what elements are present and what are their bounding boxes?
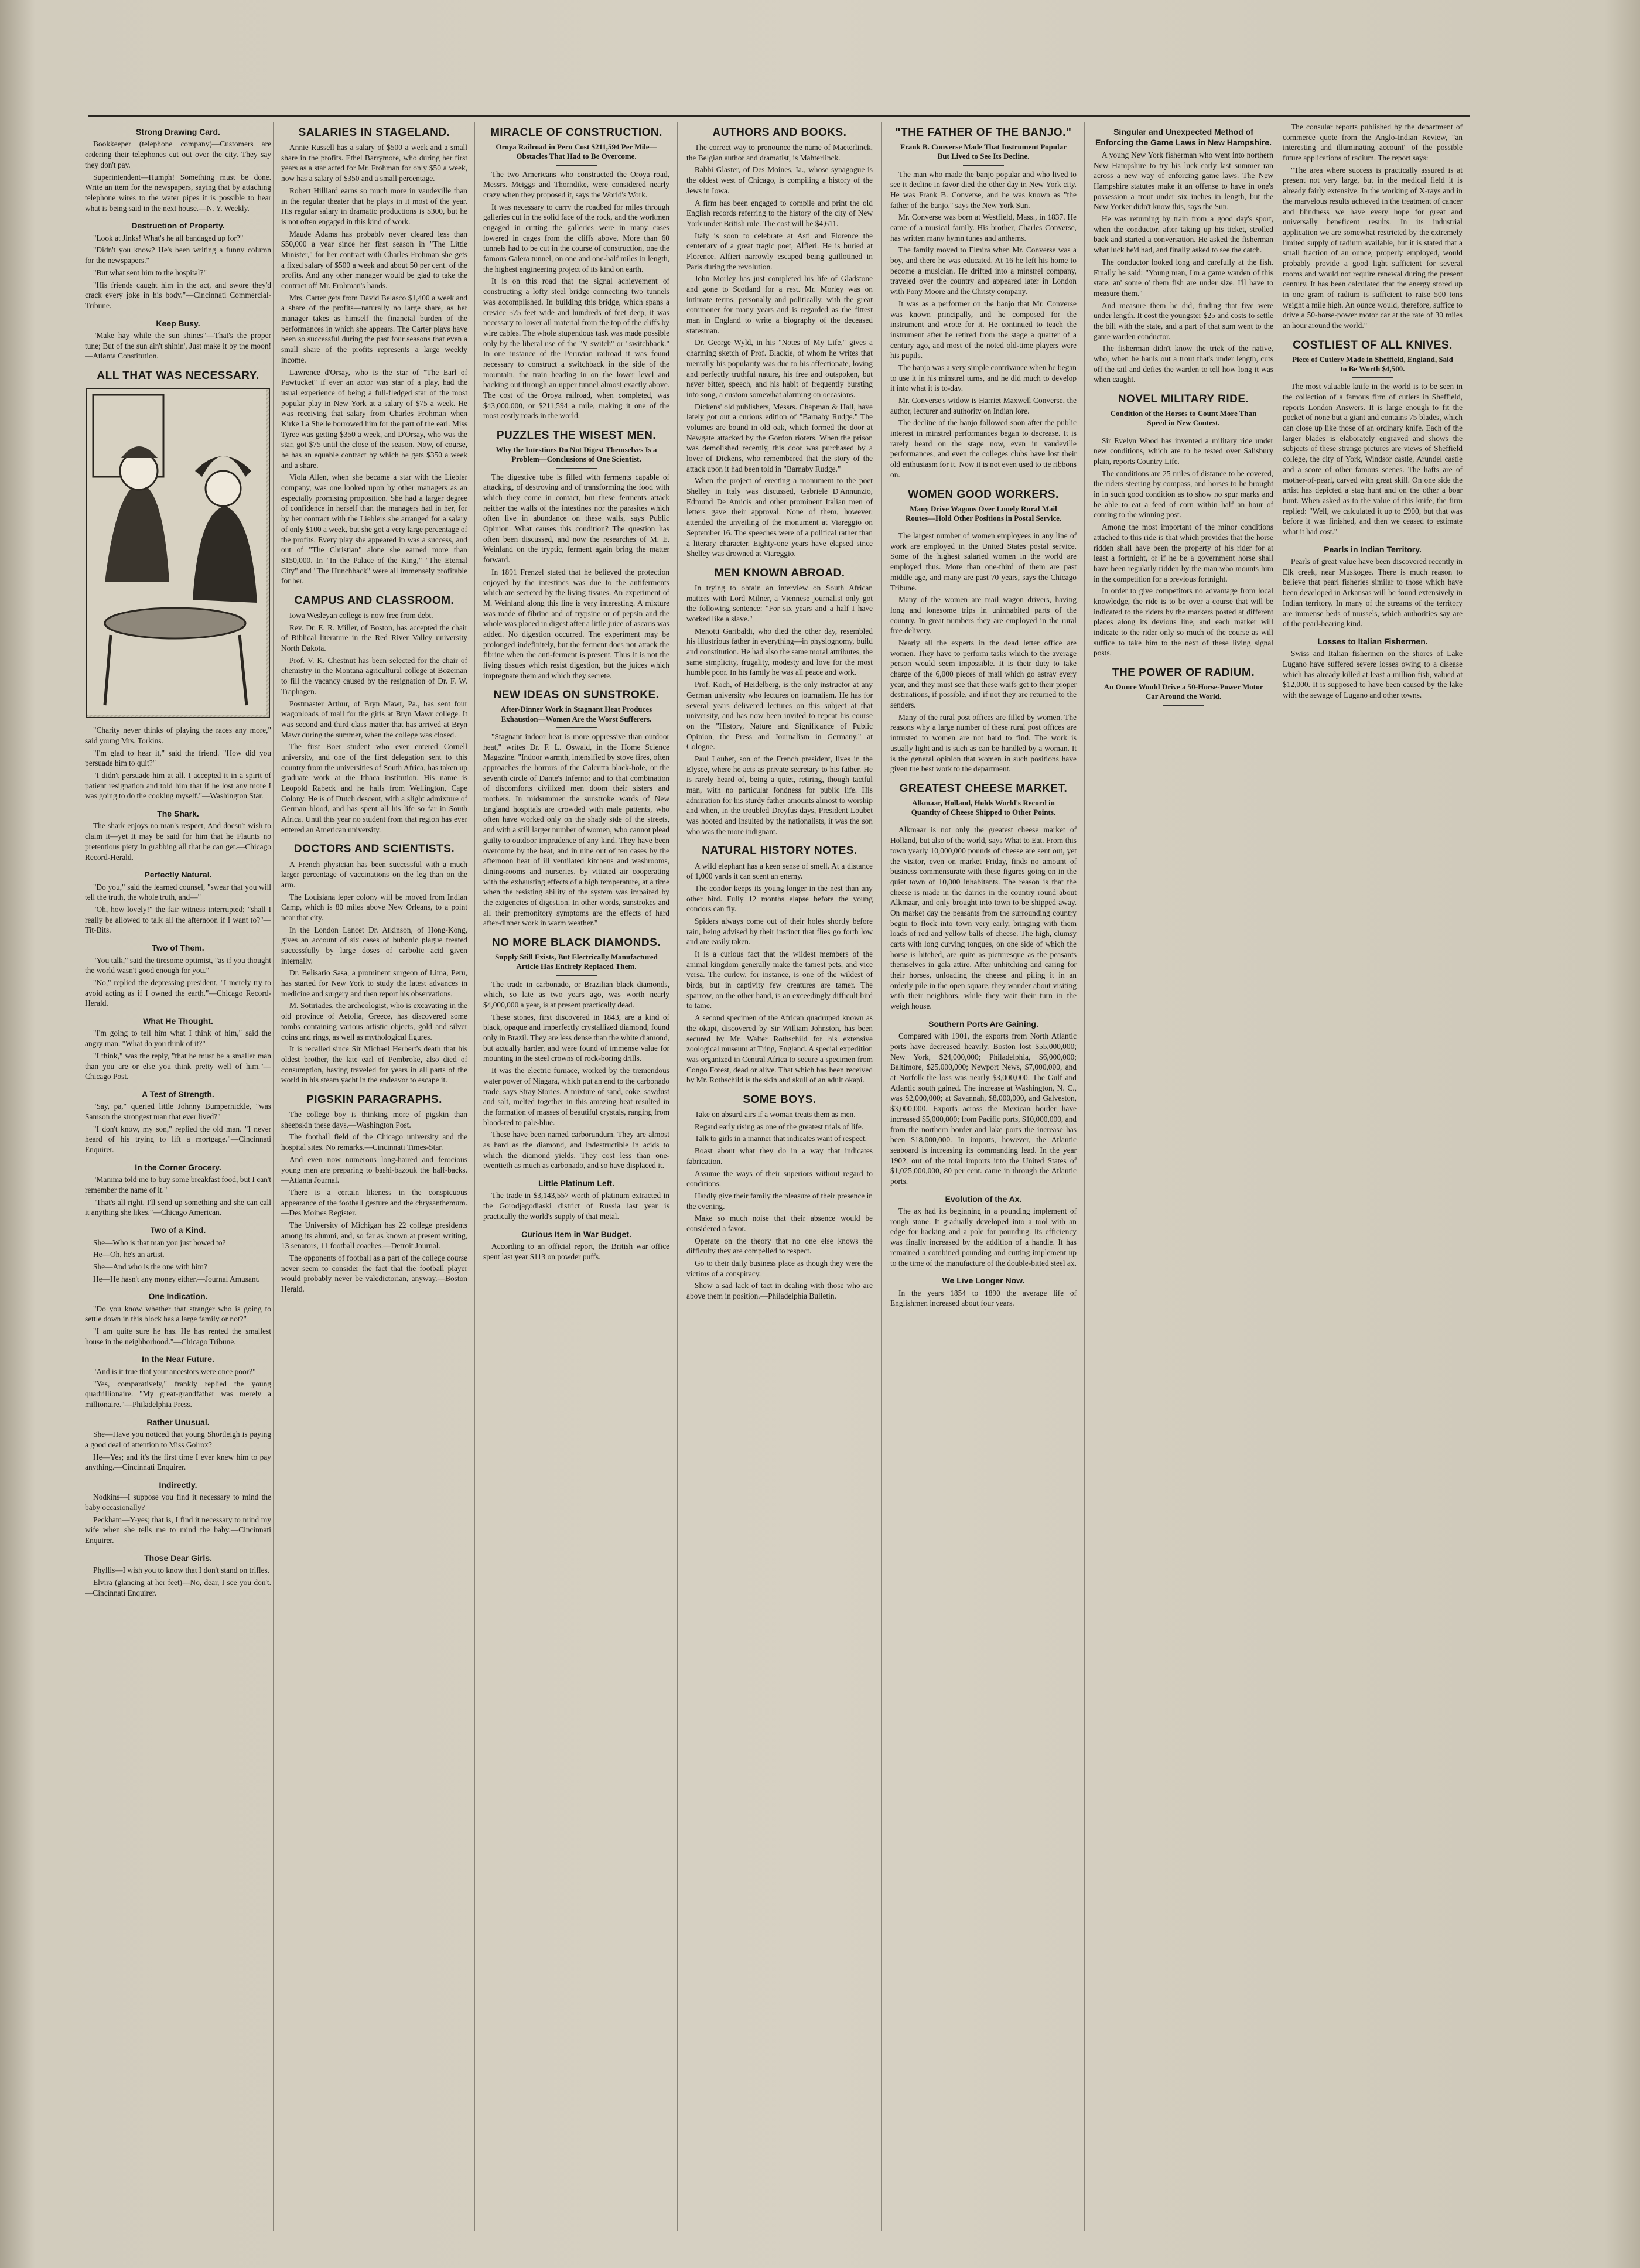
article-paragraph: It is a curious fact that the wildest members of the animal kingdom generally make the tamest pets, and vice versa. The curlew, for instance, is one of the wildest of birds, but in captivity few creatures are tamer. The sparrow, on the other hand, is an exceedingly difficult bird to tame. <box>686 949 873 1010</box>
article <box>890 1275 1077 1309</box>
article <box>281 842 467 1085</box>
article-headline: Perfectly Natural. <box>144 870 212 880</box>
article-headline: NEW IDEAS ON SUNSTROKE. <box>493 689 660 702</box>
article-headline: Those Dear Girls. <box>144 1553 212 1563</box>
article-paragraph: Assume the ways of their superiors without regard to conditions. <box>686 1169 873 1188</box>
article-paragraph: M. Sotiriades, the archeologist, who is excavating in the old province of Aetolia, Greece, has discovered some tombs containing various artistic objects, gold and silver coins and rings, as well as mythological figures. <box>281 1001 467 1041</box>
article-paragraph: According to an official report, the British war office spent last year $113 on powder puffs. <box>483 1242 669 1261</box>
article <box>890 781 1077 1012</box>
article <box>483 688 669 928</box>
article <box>890 487 1077 774</box>
article-paragraph: The trade in carbonado, or Brazilian black diamonds, which, so late as two years ago, was worth nearly $4,000,000 a year, is at present practically dead. <box>483 979 669 1009</box>
article-paragraph: "Oh, how lovely!" the fair witness interrupted; "shall I really be allowed to talk all the afternoon if I want to?"—Tit-Bits. <box>85 905 271 935</box>
article-subhead: Oroya Railroad in Peru Cost $211,594 Per Mile—Obstacles That Had to Be Overcome. <box>496 142 657 161</box>
article-paragraph: Make so much noise that their absence would be considered a favor. <box>686 1214 873 1233</box>
article-paragraph: "I'm glad to hear it," said the friend. "How did you persuade him to quit?" <box>85 748 271 768</box>
top-rule <box>88 115 1470 117</box>
article-paragraph: In order to give competitors no advantage from local knowledge, the ride is to be over a course that will be indicated to the riders by the markers posted at different places along its devious line, and each marker will indicate to the rider only so much of the course as will suffice to take him to the next of these living signal posts. <box>1094 586 1273 658</box>
column-rule <box>881 122 882 2231</box>
article-subhead: Alkmaar, Holland, Holds World's Record in Quantity of Cheese Shipped to Other Points. <box>911 798 1056 817</box>
article-headline: DOCTORS AND SCIENTISTS. <box>293 843 455 856</box>
article <box>1283 544 1463 629</box>
article-paragraph: The college boy is thinking more of pigskin than sheepskin these days.—Washington Post. <box>281 1110 467 1129</box>
article-paragraph: Menotti Garibaldi, who died the other day, resembled his illustrious father in everything—in physiognomy, build and constitution. He had also the same moral attributes, the same simplicity, frugality, modesty and love for the most humble poor. In his family he was all peace and work. <box>686 626 873 677</box>
article-headline: We Live Longer Now. <box>942 1276 1025 1286</box>
article <box>1094 392 1273 658</box>
article-paragraph: "Didn't you know? He's been writing a funny column for the newspapers." <box>85 245 271 265</box>
article-paragraph: And measure them he did, finding that five were under length. It cost the youngster $25 and costs to settle the bill with the state, and a part of that sum went to the game warden conductor. <box>1094 300 1273 341</box>
article-paragraph: The first Boer student who ever entered Cornell university, and one of the first delegation sent to this country from the universities of South Africa, has taken up graduate work at the Ithaca institution. His name is Leopold Rabeck and he hails from Wellington, Cape Colony. He is of Dutch descent, with a slight admixture of German blood, and has spent all his life so far in South Africa. Until this year no student from that region has ever entered an American university. <box>281 742 467 834</box>
article-headline: In the Near Future. <box>142 1354 214 1364</box>
article-paragraph: It was the electric furnace, worked by the tremendous water power of Niagara, which put an end to the carbonado trade, says Stray Stories. A mixture of sand, coke, sawdust and salt, melted together in this amazing heat resulted in the formation of masses of beautiful crystals, ranging from blood-red to pale-blue. <box>483 1066 669 1127</box>
article <box>890 1019 1077 1187</box>
article <box>483 125 669 421</box>
article <box>85 808 271 862</box>
article-paragraph: "Charity never thinks of playing the races any more," said young Mrs. Torkins. <box>85 726 271 745</box>
article-paragraph: "Say, pa," queried little Johnny Bumpernickle, "was Samson the strongest man that ever lived?" <box>85 1102 271 1122</box>
article-paragraph: "Stagnant indoor heat is more oppressive than outdoor heat," writes Dr. F. L. Oswald, in the Home Science Magazine. "Indoor warmth, intensified by stove fires, often approaches the horrors of the Calcutta black-hole, or the seventh circle of Dante's Inferno; and to that combination of discomforts civilized men doom their sisters and mothers. In midsummer the sunstroke wards of New England hospitals are crowded with male patients, who often have worked only on the shady side of the streets, and with a still larger number of women, who cannot plead guilty to outdoor imprudence of any kind. They have been overcome by the heat, and in nine out of ten cases by the afternoon heat of ill ventilated kitchens and washrooms, dining-rooms and nurseries, by vitiated air cooperating with the exhausting effects of a high temperature, at a time when the resisting ability of the system was impaired by the exigencies of digestion. In other words, sunstrokes and all their premonitory symptoms are the effects of hard after-dinner work in warm weather." <box>483 732 669 928</box>
article-paragraph: The banjo was a very simple contrivance when he began to use it in his minstrel turns, and he did much to develop it into what it is to-day. <box>890 363 1077 393</box>
article-paragraph: Boast about what they do in a way that indicates fabrication. <box>686 1146 873 1166</box>
article-paragraph: Talk to girls in a manner that indicates want of respect. <box>695 1134 867 1143</box>
article-paragraph: "That's all right. I'll send up something and she can call it anything she likes."—Chicago American. <box>85 1197 271 1217</box>
article <box>85 1417 271 1473</box>
article-paragraph: She—Who is that man you just bowed to? <box>93 1238 226 1247</box>
article <box>85 318 271 362</box>
article-paragraph: "Yes, comparatively," frankly replied the young quadrillionaire. "My great-grandfather was merely a millionaire."—Philadelphia Press. <box>85 1379 271 1409</box>
article-headline: What He Thought. <box>143 1016 213 1026</box>
article-headline: SALARIES IN STAGELAND. <box>298 127 450 139</box>
article-paragraph: The man who made the banjo popular and who lived to see it decline in favor died the other day in New York city. He was Frank B. Converse, and he was known as "the father of the banjo," says the New York Sun. <box>890 169 1077 210</box>
article-paragraph: She—And who is the one with him? <box>93 1262 207 1271</box>
article-paragraph: Dickens' old publishers, Messrs. Chapman & Hall, have lately got out a curious edition of "Barnaby Rudge." The volumes are bound in old oak, which formed the door at Newgate attacked by the Gordon rioters. When the prison was demolished recently, this door was purchased by a lover of Dickens, who remembered that the story of the attack upon it had been told in "Barnaby Rudge." <box>686 402 873 473</box>
article <box>85 368 271 718</box>
article-paragraph: It is recalled since Sir Michael Herbert's death that his oldest brother, the late earl of Pembroke, also died of consumption, having traveled for years in all parts of the world in his steam yacht in the endeavor to escape it. <box>281 1044 467 1085</box>
column-3 <box>483 122 669 2242</box>
article <box>281 125 467 586</box>
article-headline: Destruction of Property. <box>131 221 225 231</box>
article <box>890 125 1077 480</box>
article-paragraph: Rev. Dr. E. R. Miller, of Boston, has accepted the chair of Biblical literature in the Red River Valley university North Dakota. <box>281 623 467 653</box>
column-rule <box>1084 122 1085 2231</box>
article-paragraph: The conditions are 25 miles of distance to be covered, the riders steering by compass, and horses to be brought in in such good condition as to show no spur marks and be able to eat a feed of corn within half an hour of coming to the winning post. <box>1094 469 1273 520</box>
article-paragraph: The opponents of football as a part of the college course never seem to consider the fact that the football player would probably never be valedictorian, anyway.—Boston Herald. <box>281 1253 467 1294</box>
article-paragraph: Many of the rural post offices are filled by women. The reasons why a large number of these rural post offices are intrusted to women are not hard to find. The work is usually light and is such as can be handled by a woman. It is the general opinion that women in such positions have given the best work to the department. <box>890 712 1077 774</box>
article <box>686 566 873 837</box>
article-paragraph: In trying to obtain an interview on South African matters with Lord Milner, a Viennese journalist only got the following sentence: "For six years and a half I have worked like a slave." <box>686 583 873 624</box>
article <box>85 725 271 801</box>
article-headline: GREATEST CHEESE MARKET. <box>899 782 1068 795</box>
article-headline: In the Corner Grocery. <box>135 1162 221 1172</box>
article-paragraph: "And is it true that your ancestors were once poor?" <box>93 1367 256 1376</box>
cartoon-drawing <box>87 389 266 715</box>
article-paragraph: Peckham—Y-yes; that is, I find it necessary to mind my wife when she tells me to mind the baby.—Cincinnati Enquirer. <box>85 1515 271 1545</box>
article-paragraph: "His friends caught him in the act, and swore they'd crack every joke in his body."—Cincinnati Commercial-Tribune. <box>85 280 271 310</box>
article-paragraph: The conductor looked long and carefully at the fish. Finally he said: "Young man, I'm a game warden of this state, an' some o' them fish are under size. I'll have to measure them." <box>1094 257 1273 298</box>
article-paragraph: "I am quite sure he has. He has rented the smallest house in the neighborhood."—Chicago Tribune. <box>85 1327 271 1346</box>
article-paragraph: It was as a performer on the banjo that Mr. Converse was known principally, and he composed for the instrument and wrote for it. He continued to teach the instrument after he retired from the stage a quarter of a century ago, and most of the noted old-time players were his pupils. <box>890 299 1077 360</box>
article-headline: Losses to Italian Fishermen. <box>1317 636 1428 646</box>
article-paragraph: Hardly give their family the pleasure of their presence in the evening. <box>686 1191 873 1211</box>
article-paragraph: "You talk," said the tiresome optimist, "as if you thought the world wasn't good enough for you." <box>85 955 271 975</box>
article <box>483 1229 669 1262</box>
article-paragraph: The shark enjoys no man's respect, And doesn't wish to claim it—yet It may be said for him that he Flaunts no pretentious piety In grabbing all that he can get.—Chicago Record-Herald. <box>85 821 271 862</box>
article-headline: One Indication. <box>148 1292 208 1302</box>
article <box>85 1553 271 1598</box>
article-paragraph: Compared with 1901, the exports from North Atlantic ports have decreased heavily. Boston lost $55,000,000; New York, $24,000,000; Philadelphia, $6,000,000; Baltimore, $25,000,000; Newport News, $7,000,000, and at Norfolk the loss was nearly $3,000,000. The Gulf and Atlantic south gained. The increase at Washington, N. C., was $2,000,000; at Savannah, $8,000,000, and Galveston, $3,000,000. Exports across the Mexican border have increased $5,000,000; from Pacific ports, $10,000,000, and from the northern border and lake ports the increase has been $18,000,000. In imports, however, the Atlantic seaboard is increasing its commanding lead. In the year 1902, out of the total imports into the United States of $1,025,000,000, 80 per cent. came in through the Atlantic ports. <box>890 1031 1077 1186</box>
article-paragraph: Robert Hilliard earns so much more in vaudeville than in the regular theater that he plays in it most of the year. His regular salary in dramatic productions is $300, but he is not often engaged in this kind of work. <box>281 186 467 226</box>
article-paragraph: A young New York fisherman who went into northern New Hampshire to try his luck early last summer ran across a new way of enforcing game laws. The New Hampshire statutes make it an offense to have in one's possession a trout under six inches in length, but the New Yorker didn't know this, says the Sun. <box>1094 150 1273 211</box>
article-paragraph: Lawrence d'Orsay, who is the star of "The Earl of Pawtucket" if ever an actor was star of a play, had the usual experience of being a full-fledged star of the most popular play in New York at a salary of $75 a week. He was receiving that salary from Charles Frohman when Kirke La Shelle borrowed him for the part of the earl. Miss Tyree was getting $350 a week, and D'Orsay, who was the star, got $75 until the close of the season. Now, of course, he has an equable contract by which he gets $350 a week and a share. <box>281 367 467 470</box>
article-paragraph: Paul Loubet, son of the French president, lives in the Elysee, where he acts as private secretary to his father. He is rarely heard of, being a quiet, retiring, though tactful man, with no particular fondness for public life. His admiration for his sturdy father amounts almost to worship and when, in the troubled Dreyfus days, President Loubet was hooted and insulted by the nationalists, it was the son who was the more indignant. <box>686 754 873 836</box>
article-paragraph: In the London Lancet Dr. Atkinson, of Hong-Kong, gives an account of six cases of bubonic plague treated successfully by large doses of carbolic acid given internally. <box>281 925 467 965</box>
article-paragraph: Mr. Converse was born at Westfield, Mass., in 1837. He came of a musical family. His brother, Charles Converse, has written many hymn tunes and anthems. <box>890 213 1077 242</box>
article-paragraph: These stones, first discovered in 1843, are a kind of black, opaque and imperfectly crystallized diamond, found only in Brazil. They are less dense than the white diamond, but actually harder, and were found of immense value for mounting in the steel crowns of rock-boring drills. <box>483 1012 669 1063</box>
article-headline: A Test of Strength. <box>142 1089 214 1099</box>
article-paragraph: "The area where success is practically assured is at present not very large, but in the medical field it is already fairly extensive. In the working of X-rays and in the marvelous results achieved in the treatment of cancer and blindness we have every hope for great and universally beneficent results. In its industrial application we are somewhat restricted by the extremely limited supply of radium available, but it is stated that a small fraction of an ounce, properly employed, would probably provide a good light sufficient for several rooms and would not require renewal during the present century. It has been calculated that the energy stored up in one gram of radium is sufficient to raise 500 tons weight a mile high. An ounce would, therefore, suffice to drive a 50-horse-power motor car at the rate of 30 miles an hour around the world." <box>1283 165 1463 330</box>
column-2 <box>281 122 467 2242</box>
article-paragraph: He—He hasn't any money either.—Journal Amusant. <box>93 1274 260 1283</box>
headline-rule <box>556 975 597 976</box>
article-paragraph: A second specimen of the African quadruped known as the okapi, discovered by Sir William Johnston, has been secured by Mr. Walter Rothschild for his extensive zoological museum at Tring, England. A special expedition was organized in Central Africa to secure a specimen from Congo Forest, dead or alive. That which has been received by Mr. Rothschild is the skin and skull of an adult okapi. <box>686 1013 873 1085</box>
article-subhead: Why the Intestines Do Not Digest Themselves Is a Problem—Conclusions of One Scientist. <box>496 445 657 464</box>
article-paragraph: A firm has been engaged to compile and print the old English records referring to the history of the city of New York under British rule. The cost will be $4,611. <box>686 198 873 228</box>
article-paragraph: It is on this road that the signal achievement of constructing a lofty steel bridge connecting two tunnels was accomplished. In building this bridge, which spans a crevice 575 feet wide and hundreds of feet deep, it was necessary to lower all material from the top of the cliffs by wire cables. The whole stupendous task was made possible only by the liberal use of the "V switch" or "switchback." In one instance of the Peruvian railroad it was found necessary to construct a switchback in the side of the mountain, the train heading in on the lower level and backing out through an upper tunnel almost exactly above. The cost of the Oroya railroad, when completed, was $43,000,000, or $211,594 a mile, making it one of the most costly roads in the world. <box>483 276 669 421</box>
article-paragraph: Maude Adams has probably never cleared less than $50,000 a year since her first season in "The Little Minister," for her contract with Charles Frohman she gets a fixed salary of $500 a week and about 50 per cent. of the profits. And any other manager would be glad to take the contract off Mr. Frohman's hands. <box>281 229 467 291</box>
article <box>85 1016 271 1082</box>
headline-rule <box>556 727 597 728</box>
article-subhead: After-Dinner Work in Stagnant Heat Produces Exhaustion—Women Are the Worst Sufferers. <box>500 705 652 723</box>
article-headline: Pearls in Indian Territory. <box>1324 544 1422 554</box>
article-paragraph: Among the most important of the minor conditions attached to this ride is that which provides that the horse ridden shall have been the property of his rider for at least a fortnight, or if he be a government horse shall have been regularly ridden by the man who mounts him in the competition for a previous fortnight. <box>1094 522 1273 583</box>
article-paragraph: The Louisiana leper colony will be moved from Indian Camp, which is 80 miles above New Orleans, to a point near that city. <box>281 892 467 922</box>
column-1 <box>85 122 271 2242</box>
article <box>281 1092 467 1294</box>
article-paragraph: He was returning by train from a good day's sport, when the conductor, after taking up his ticket, strolled back and started a conversation. He asked the fisherman what luck he'd had, and finally asked to see the catch. <box>1094 214 1273 255</box>
article-paragraph: It was necessary to carry the roadbed for miles through galleries cut in the solid face of the rock, and the workmen engaged in cutting the galleries were in many cases lowered in cages from the cliffs above. More than 60 tunnels had to be cut in the course of construction, one the famous Galera tunnel, on one and one-half miles in length, the highest engineering project of its kind on earth. <box>483 202 669 274</box>
article-headline: Two of a Kind. <box>150 1225 206 1235</box>
article-paragraph: Sir Evelyn Wood has invented a military ride under new conditions, which are to be tested over Salisbury plain, reports Country Life. <box>1094 436 1273 466</box>
article-paragraph: The most valuable knife in the world is to be seen in the collection of a famous firm of cutlers in Sheffield, reports London Answers. It is large enough to fit the pocket of none but a giant and contains 75 blades, which can close up like those of an ordinary knife. Each of the larger blades is elaborately engraved and shows the subjects of these strange pictures are views of Sheffield college, the city of York, Windsor castle, Arundel castle and a score of other famous scenes. The hafts are of mother-of-pearl, carved with great skill. On one side the artist has depicted a stag hunt and on the other a boar hunt. When asked as to the value of this knife, the firm replied: "Well, we calculated it up to £900, but that was before it was finished, and then we ceased to estimate what it had cost." <box>1283 382 1463 536</box>
article-paragraph: "No," replied the depressing president, "I merely try to avoid acting as if I owned the earth."—Chicago Record-Herald. <box>85 978 271 1008</box>
column-5 <box>890 122 1077 2242</box>
article-paragraph: "I'm going to tell him what I think of him," said the angry man. "What do you think of it?" <box>85 1029 271 1048</box>
article-paragraph: The two Americans who constructed the Oroya road, Messrs. Meiggs and Thorndike, were considered nearly crazy when they proposed it, says the World's Work. <box>483 169 669 199</box>
headline-rule <box>556 165 597 166</box>
article-paragraph: When the project of erecting a monument to the poet Shelley in Italy was discussed, Gabriele D'Annunzio, Edmund De Amicis and other prominent Italian men of letters gave their approval. None of them, however, attended the unveiling of the monument at Viareggio on September 16. The speeches were of a political rather than a literary character. Eighty-one years have elapsed since Shelley was drowned at Viareggio. <box>686 476 873 558</box>
article-paragraph: He—Oh, he's an artist. <box>93 1250 165 1259</box>
article <box>85 1354 271 1409</box>
article-paragraph: Nearly all the experts in the dead letter office are women. They have to perform tasks which to the average person would seem impossible. It is their duty to take charge of the 6,000 pieces of mail which go astray every year, and they must see that these waifs get to their proper destinations, if possible, and if not they are returned to the senders. <box>890 638 1077 710</box>
article-headline: ALL THAT WAS NECESSARY. <box>97 370 259 382</box>
article-paragraph: "Do you know whether that stranger who is going to settle down in this block has a large family or not?" <box>85 1304 271 1324</box>
article-headline: Little Platinum Left. <box>538 1179 614 1188</box>
article-paragraph: The University of Michigan has 22 college presidents among its alumni, and, so far as known at present writing, 13 senators, 11 football coaches.—Detroit Journal. <box>281 1220 467 1251</box>
article-paragraph: He—Yes; and it's the first time I ever knew him to pay anything.—Cincinnati Enquirer. <box>85 1452 271 1472</box>
headline-rule <box>1352 377 1393 378</box>
article-headline: The Shark. <box>157 808 199 818</box>
article-paragraph: The decline of the banjo followed soon after the public interest in minstrel performances began to decrease. It is rarely heard on the stage now, even in vaudeville performances, and even the colleges clubs have lost their old enthusiasm for it. Now it is not even used to tie ribbons on. <box>890 418 1077 479</box>
article-paragraph: The consular reports published by the department of commerce quote from the Anglo-Indian Review, "an interesting and illuminating account" of the possible future applications of radium. The report says: <box>1283 122 1463 163</box>
column-rule <box>677 122 678 2231</box>
article <box>1283 636 1463 701</box>
article-headline: MEN KNOWN ABROAD. <box>714 566 845 579</box>
article-paragraph: The condor keeps its young longer in the nest than any other bird. Fully 12 months elapse before the young condors can fly. <box>686 883 873 914</box>
article <box>85 1480 271 1546</box>
article-headline: Singular and Unexpected Method of Enforcing the Game Laws in New Hampshire. <box>1095 127 1272 148</box>
article-headline: CAMPUS AND CLASSROOM. <box>294 594 455 607</box>
article-subhead: Piece of Cutlery Made in Sheffield, England, Said to Be Worth $4,500. <box>1292 354 1453 374</box>
article-paragraph: Regard early rising as one of the greatest trials of life. <box>695 1122 864 1131</box>
article-paragraph: Prof. V. K. Chestnut has been selected for the chair of chemistry in the Montana agricultural college at Bozeman to fill the vacancy caused by the resignation of Dr. F. W. Traphagen. <box>281 655 467 696</box>
article <box>85 942 271 1009</box>
article-paragraph: The correct way to pronounce the name of Maeterlinck, the Belgian author and dramatist, is Mahterlinck. <box>686 143 873 162</box>
article-paragraph: Spiders always come out of their holes shortly before rain, being advised by their instinct that flies go forth low and are easily taken. <box>686 916 873 947</box>
article <box>686 843 873 1085</box>
article-paragraph: Mr. Converse's widow is Harriet Maxwell Converse, the author, lecturer and authority on Indian lore. <box>890 396 1077 415</box>
article-headline: PUZZLES THE WISEST MEN. <box>496 429 657 442</box>
article-paragraph: Italy is soon to celebrate at Asti and Florence the centenary of a great tragic poet, Alfieri. He is buried at Florence. Alfieri narrowly escaped being guillotined in Paris during the revolution. <box>686 231 873 271</box>
article-subhead: An Ounce Would Drive a 50-Horse-Power Motor Car Around the World. <box>1103 682 1263 701</box>
article-paragraph: Prof. Koch, of Heidelberg, is the only instructor at any German university who lectures on journalism. He has for several years delivered lectures on this subject at that university, and has now been invited to repeat his course on the "History, Nature and Significance of Public Opinion, the Press and Journalism in Germany," at Cologne. <box>686 680 873 752</box>
article-paragraph: Operate on the theory that no one else knows the difficulty they are compelled to respect. <box>686 1236 873 1256</box>
article-paragraph: The fisherman didn't know the trick of the native, who, when he hauls out a trout that's under length, cuts off the tail and defies the warden to tell how long it was when caught. <box>1094 344 1273 384</box>
article-paragraph: Elvira (glancing at her feet)—No, dear, I see you don't.—Cincinnati Enquirer. <box>85 1577 271 1597</box>
article-paragraph: Mrs. Carter gets from David Belasco $1,400 a week and a share of the profits—naturally no large share, as her manager takes as himself the financial burden of the performances in which she appears. The Carter plays have been so successful during the past four seasons that even a small share of the profits represents a large weekly income. <box>281 293 467 364</box>
article-headline: Evolution of the Ax. <box>945 1194 1022 1204</box>
article-headline: Keep Busy. <box>156 318 200 328</box>
article-paragraph: Phyllis—I wish you to know that I don't stand on trifles. <box>93 1566 270 1575</box>
article <box>85 127 271 213</box>
article <box>85 220 271 310</box>
article-paragraph: Pearls of great value have been discovered recently in Elk creek, near Muskogee. There is much reason to believe that pearl fisheries similar to those which have been developed in Arkansas will be found extensively in Indian territory. In many of the streams of the territory are immense beds of mussels, which authorities say are of the pearl-bearing kind. <box>1283 557 1463 629</box>
article <box>686 1092 873 1302</box>
article-paragraph: Annie Russell has a salary of $500 a week and a small share in the profits. Ethel Barrymore, who during her first years as a star acted for Mr. Frohman for only $50 a week, now has a salary of $350 and a small percentage. <box>281 143 467 183</box>
article <box>85 869 271 935</box>
article-headline: NATURAL HISTORY NOTES. <box>702 845 857 858</box>
article-paragraph: Show a sad lack of tact in dealing with those who are above them in position.—Philadelphia Bulletin. <box>686 1281 873 1301</box>
article-paragraph: John Morley has just completed his life of Gladstone and gone to Scotland for a rest. Mr. Morley was on intimate terms, personally and politically, with the great commoner for many years and is regarded as the fittest man in England to write a biography of the deceased statesman. <box>686 274 873 335</box>
article-paragraph: Rabbi Glaster, of Des Moines, Ia., whose synagogue is the oldest west of Chicago, is compiling a history of the Jews in Iowa. <box>686 165 873 195</box>
article-headline: THE POWER OF RADIUM. <box>1112 667 1255 679</box>
headline-rule <box>963 165 1004 166</box>
article-subhead: Supply Still Exists, But Electrically Manufactured Article Has Entirely Replaced Them. <box>495 952 658 971</box>
article-subhead: Many Drive Wagons Over Lonely Rural Mail Routes—Hold Other Positions in Postal Service. <box>905 504 1062 522</box>
article-paragraph: Dr. Belisario Sasa, a prominent surgeon of Lima, Peru, has started for New York to study the latest advances in medicine and surgery and then report his observations. <box>281 968 467 998</box>
article-paragraph: "Make hay while the sun shines"—That's the proper tune; But of the sun ain't shinin', Just make it by the moon!—Atlanta Constitution. <box>85 331 271 361</box>
column-rule <box>474 122 475 2231</box>
article-paragraph: Take on absurd airs if a woman treats them as men. <box>695 1110 856 1119</box>
headline-rule <box>1163 705 1204 706</box>
article <box>85 1162 271 1218</box>
column-rule <box>273 122 274 2231</box>
article-paragraph: Bookkeeper (telephone company)—Customers are ordering their telephones cut out over the city. They say they don't pay. <box>85 139 271 169</box>
article-headline: NOVEL MILITARY RIDE. <box>1118 393 1249 406</box>
article-paragraph: Viola Allen, when she became a star with the Liebler company, was one looked upon by other managers as an especially promising proposition. She had a larger degree of confidence in herself than the managers had in her, for by her contract with the Lieblers she arranged for a salary of only $100 a week, but she got a very large percentage of the profits. Every play she appeared in was a success, and out of "The Christian" alone she earned more than $150,000. In "In the Palace of the King," "The Eternal City" and "The Hunchback" were all immensely profitable for her. <box>281 473 467 586</box>
article-paragraph: The football field of the Chicago university and the hospital sites. No remarks.—Cincinnati Times-Star. <box>281 1132 467 1152</box>
article-paragraph: The family moved to Elmira when Mr. Converse was a boy, and there he was educated. At 16 he left his home to become a musician. He drifted into a minstrel company, traveled over the country and appeared later in London with Pony Moore and the Christy company. <box>890 245 1077 296</box>
article-paragraph: "I don't know, my son," replied the old man. "I never heard of his trying to lift a mortgage."—Cincinnati Enquirer. <box>85 1124 271 1155</box>
article <box>1094 127 1273 385</box>
article-paragraph: A wild elephant has a keen sense of smell. At a distance of 1,000 yards it can scent an enemy. <box>686 861 873 881</box>
article-paragraph: Superintendent—Humph! Something must be done. Write an item for the newspapers, saying that by attaching telephone wires to the water pipes it is possible to hear what is being said in the next house.—N. Y. Weekly. <box>85 172 271 213</box>
article-paragraph: "Mamma told me to buy some breakfast food, but I can't remember the name of it." <box>85 1175 271 1194</box>
article-paragraph: "But what sent him to the hospital?" <box>93 268 207 277</box>
article-paragraph: Nodkins—I suppose you find it necessary to mind the baby occasionally? <box>85 1492 271 1512</box>
article-headline: Southern Ports Are Gaining. <box>928 1019 1038 1029</box>
article-headline: "THE FATHER OF THE BANJO." <box>895 127 1072 139</box>
article-headline: SOME BOYS. <box>743 1093 816 1106</box>
article <box>890 1194 1077 1269</box>
article-paragraph: The ax had its beginning in a pounding implement of rough stone. It gradually developed into a tool with an edge for hacking and a pole for pounding. Its efficiency was finally increased by the addition of a handle. It has remained a combined pounding and cutting implement up to the time of the manufacture of the double-bitted steel ax. <box>890 1207 1077 1268</box>
article-paragraph: Postmaster Arthur, of Bryn Mawr, Pa., has sent four wagonloads of mail for the girls at Bryn Mawr college. It was second and third class matter that has arrived at Bryn Mawr during the summer, when the college was closed. <box>281 699 467 739</box>
article-headline: COSTLIEST OF ALL KNIVES. <box>1293 339 1453 351</box>
article-paragraph: Iowa Wesleyan college is now free from debt. <box>289 611 433 620</box>
article <box>281 593 467 835</box>
article <box>483 428 669 681</box>
article-paragraph: She—Have you noticed that young Shortleigh is paying a good deal of attention to Miss Golrox? <box>85 1430 271 1449</box>
article-headline: Two of Them. <box>152 943 204 953</box>
article-paragraph: The largest number of women employees in any line of work are employed in the United States postal service. Some of the highest salaried women in the world are employed thus. More than one-third of them are past middle age, and many are past 70 years, says the Chicago Tribune. <box>890 531 1077 592</box>
article-paragraph: Alkmaar is not only the greatest cheese market of Holland, but also of the world, says What to Eat. From this town yearly 10,000,000 pounds of cheese are sent out, yet the visitor, even on market Friday, finds no amount of business commensurate with these figures going on in the quiet town of 10,000 inhabitants. The reason is that the cheese is made in the dairies in the country round about Alkmaar, and only brought into town to be shipped away. On market day the peasants from the surrounding country begin to flock into town very early, bringing with them loads of red and yellow balls of cheese. The high, clumsy carts with long curving tongues, on one side of which the horse is hitched, are quite as picturesque as the peasants themselves in gala attire. After unhitching and caring for their horses, unloading the cheese and piling it in an orderly pile in the open square, they wander about visiting with their neighbors, while they wait their turn in the weigh house. <box>890 825 1077 1011</box>
article-paragraph: Many of the women are mail wagon drivers, having long and lonesome trips in uninhabited parts of the country. In great numbers they are employed in the rural free delivery. <box>890 595 1077 636</box>
article-paragraph: In 1891 Frenzel stated that he believed the protection enjoyed by the intestines was due to the antiferments which are secreted by the living tissues. An experiment of M. Weinland along this line is very interesting. A mixture was made of fibrine and of trypsine or of pepsin and the whole was placed in digest after a little juice of ascaris was added. No digestion occurred. The experiment may be prolonged indefinitely, but the ferment does not attack the fibrine when the anti-ferment is present. Thus it is not the living tissues which resist digestion, but the juices which impregnate them and which they secrete. <box>483 567 669 680</box>
article-headline: Strong Drawing Card. <box>136 127 220 136</box>
article-paragraph: There is a certain likeness in the conspicuous appearance of the football gesture and the chrysanthemum.—Des Moines Register. <box>281 1187 467 1218</box>
article <box>85 1225 271 1284</box>
article <box>85 1291 271 1347</box>
article-headline: Rather Unusual. <box>146 1417 210 1427</box>
article-paragraph: The trade in $3,143,557 worth of platinum extracted in the Gorodjagodiaski district of Russia last year is practically the world's supply of that metal. <box>483 1191 669 1221</box>
article <box>686 125 873 559</box>
article-paragraph: "Look at Jinks! What's he all bandaged up for?" <box>93 233 244 242</box>
article <box>483 935 669 1171</box>
article-headline: AUTHORS AND BOOKS. <box>712 127 847 139</box>
article-paragraph: A French physician has been successful with a much larger percentage of vaccinations on the leg than on the arm. <box>281 859 467 889</box>
article-paragraph: Swiss and Italian fishermen on the shores of Lake Lugano have suffered severe losses owing to a disease which has already killed at least a million fish, valued at $12,000. It is supposed to have been caused by the lake with the sewage of Lugano and other towns. <box>1283 649 1463 700</box>
article-paragraph: These have been named carborundum. They are almost as hard as the diamond, and indestructible in acids to which the diamond yields. They cost less than one-twentieth as much as carbonado, and so have displaced it. <box>483 1130 669 1170</box>
article-headline: NO MORE BLACK DIAMONDS. <box>491 937 661 949</box>
article-paragraph: "I think," was the reply, "that he must be a smaller man than you are or else you think pretty well of him."—Chicago Post. <box>85 1051 271 1081</box>
article-headline: MIRACLE OF CONSTRUCTION. <box>490 127 662 139</box>
column-4 <box>686 122 873 2242</box>
article-paragraph: "I didn't persuade him at all. I accepted it in a spirit of patient resignation and told him that if he lost any more I was going to do the cooking myself."—Washington Star. <box>85 770 271 801</box>
article-headline: Curious Item in War Budget. <box>521 1229 631 1239</box>
article-headline: WOMEN GOOD WORKERS. <box>908 488 1059 501</box>
article-paragraph: Go to their daily business place as though they were the victims of a conspiracy. <box>686 1259 873 1278</box>
article-subhead: Condition of the Horses to Count More Than Speed in New Contest. <box>1110 409 1257 428</box>
article <box>1283 338 1463 537</box>
article-subhead: Frank B. Converse Made That Instrument Popular But Lived to See Its Decline. <box>900 142 1067 161</box>
article-paragraph: In the years 1854 to 1890 the average life of Englishmen increased about four years. <box>890 1288 1077 1308</box>
article-paragraph: Dr. George Wyld, in his "Notes of My Life," gives a charming sketch of Prof. Blackie, of whom he writes that mentally his popularity was due to his affectionate, loving and perfectly truthful nature, his free and outspoken, but never bitter, speech, and his habit of frequently bursting into song, a custom somewhat alarming on occasions. <box>686 338 873 399</box>
article-headline: PIGSKIN PARAGRAPHS. <box>306 1093 442 1106</box>
article-paragraph: The digestive tube is filled with ferments capable of attacking, of destroying and of transforming the food with which they come in contact, but these ferments attack neither the walls of the intestines nor the parasites which often live in abundance on these walls, says Public Opinion. What causes this condition? The question has often been discussed, and now the researches of M. E. Weinland on the tryptic, ferment again bring the matter forward. <box>483 472 669 565</box>
cartoon-illustration <box>86 388 270 718</box>
article-paragraph: "Do you," said the learned counsel, "swear that you will tell the truth, the whole truth, and—" <box>85 882 271 902</box>
column-6 <box>1094 122 1463 2242</box>
article-headline: Indirectly. <box>159 1480 197 1490</box>
article-paragraph: And even now numerous long-haired and ferocious young men are preparing to bashi-bazouk the half-backs.—Atlanta Journal. <box>281 1155 467 1185</box>
headline-rule <box>556 468 597 469</box>
article <box>85 1089 271 1155</box>
article <box>483 1178 669 1222</box>
